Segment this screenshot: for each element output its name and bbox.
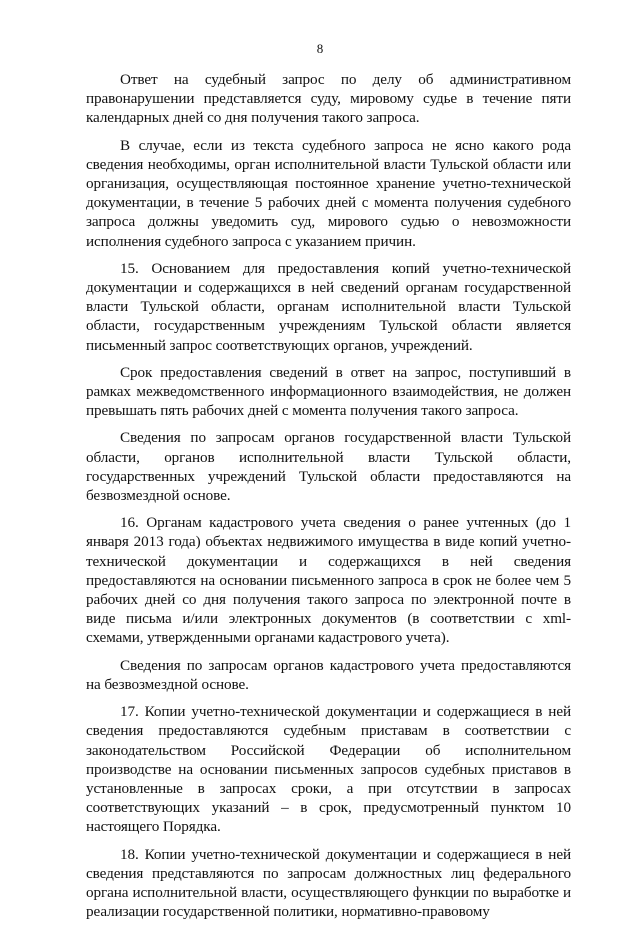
page-number: 8 bbox=[316, 41, 324, 56]
paragraph: В случае, если из текста судебного запроса не ясно какого рода сведения необходимы, орган исполнительной власти Тульской области или организация, осуществляющая постоянное хранение учетно-технической документации, в течение 5 рабочих дней с момента получения судебного запроса должны уведомить суд, мирового судью о невозможности исполнения судебного запроса с указанием причин. bbox=[86, 136, 571, 250]
paragraph: Сведения по запросам органов государственной власти Тульской области, органов исполнительной власти Тульской области, государственных учреждений Тульской области предоставляются на безвозмездной основе. bbox=[86, 429, 571, 505]
paragraph: Срок предоставления сведений в ответ на запрос, поступивший в рамках межведомственного информационного взаимодействия, не должен превышать пять рабочих дней с момента получения такого запроса. bbox=[86, 363, 571, 420]
paragraph: 15. Основанием для предоставления копий учетно-технической документации и содержащихся в ней сведений органам государственной власти Тульской области, органам исполнительной власти Тульской области, государственным учреждениям Тульской области является письменный запрос соответствующих органов, учреждений. bbox=[86, 259, 571, 354]
paragraph: Ответ на судебный запрос по делу об административном правонарушении представляется суду, мировому судье в течение пяти календарных дней со дня получения такого запроса. bbox=[86, 71, 571, 127]
document-body bbox=[86, 70, 571, 929]
paragraph: 18. Копии учетно-технической документации и содержащиеся в ней сведения представляются по запросам должностных лиц федерального органа исполнительной власти, осуществляющего функции по выработке и реализации государственной политики, нормативно-правовому bbox=[86, 845, 571, 921]
paragraph: 17. Копии учетно-технической документации и содержащиеся в ней сведения предоставляются судебным приставам в соответствии с законодательством Российской Федерации об исполнительном производстве на основании письменных запросов судебных приставов в установленные в запросах сроки, а при отсутствии в запросах соответствующих указаний – в срок, предусмотренный пунктом 10 настоящего Порядка. bbox=[86, 703, 571, 836]
paragraph: 16. Органам кадастрового учета сведения о ранее учтенных (до 1 января 2013 года) объектах недвижимого имущества в виде копий учетно-технической документации и содержащихся в ней сведения предоставляются на основании письменного запроса в срок не более чем 5 рабочих дней со дня получения такого запроса по электронной почте в виде письма и/или электронных документов (в соответствии с xml-схемами, утвержденными органами кадастрового учета). bbox=[86, 514, 571, 647]
paragraph: Сведения по запросам органов кадастрового учета предоставляются на безвозмездной основе. bbox=[86, 656, 571, 693]
